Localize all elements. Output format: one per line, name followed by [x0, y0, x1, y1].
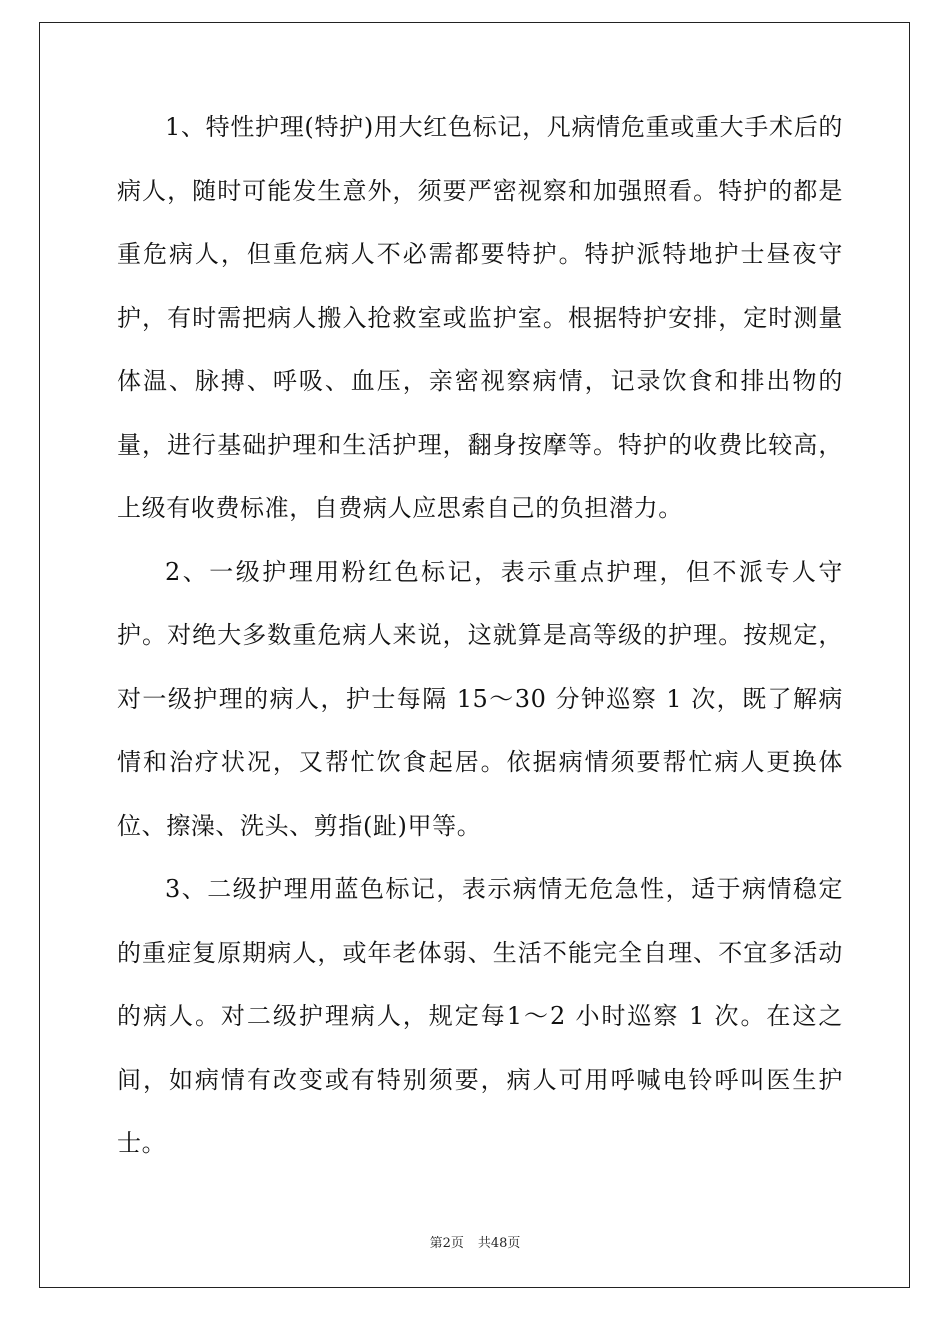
paragraph-first-level-care: 2、一级护理用粉红色标记，表示重点护理，但不派专人守护。对绝大多数重危病人来说，这就算是高等级的护理。按规定，对一级护理的病人，护士每隔 15～30 分钟巡察 1 次，既了解病情和治疗状况，又帮忙饮食起居。依据病情须要帮忙病人更换体位、擦澡、洗头、剪指(趾)甲等。 [117, 557, 843, 840]
paragraph-special-care: 1、特性护理(特护)用大红色标记，凡病情危重或重大手术后的病人，随时可能发生意外，须要严密视察和加强照看。特护的都是重危病人，但重危病人不必需都要特护。特护派特地护士昼夜守护，有时需把病人搬入抢救室或监护室。根据特护安排，定时测量体温、脉搏、呼吸、血压，亲密视察病情，记录饮食和排出物的量，进行基础护理和生活护理，翻身按摩等。特护的收费比较高，上级有收费标准，自费病人应思索自己的负担潜力。 [117, 113, 843, 522]
page-total: 共48页 [477, 1236, 521, 1251]
paragraph-second-level-care: 3、二级护理用蓝色标记，表示病情无危急性，适于病情稳定的重症复原期病人，或年老体弱、生活不能完全自理、不宜多活动的病人。对二级护理病人，规定每1～2 小时巡察 1 次。在这之间，如病情有改变或有特别须要，病人可用呼喊电铃呼叫医生护士。 [117, 875, 843, 1157]
page-number: 第2页 [429, 1236, 464, 1251]
page-footer [0, 1232, 950, 1251]
document-body [117, 96, 843, 1176]
